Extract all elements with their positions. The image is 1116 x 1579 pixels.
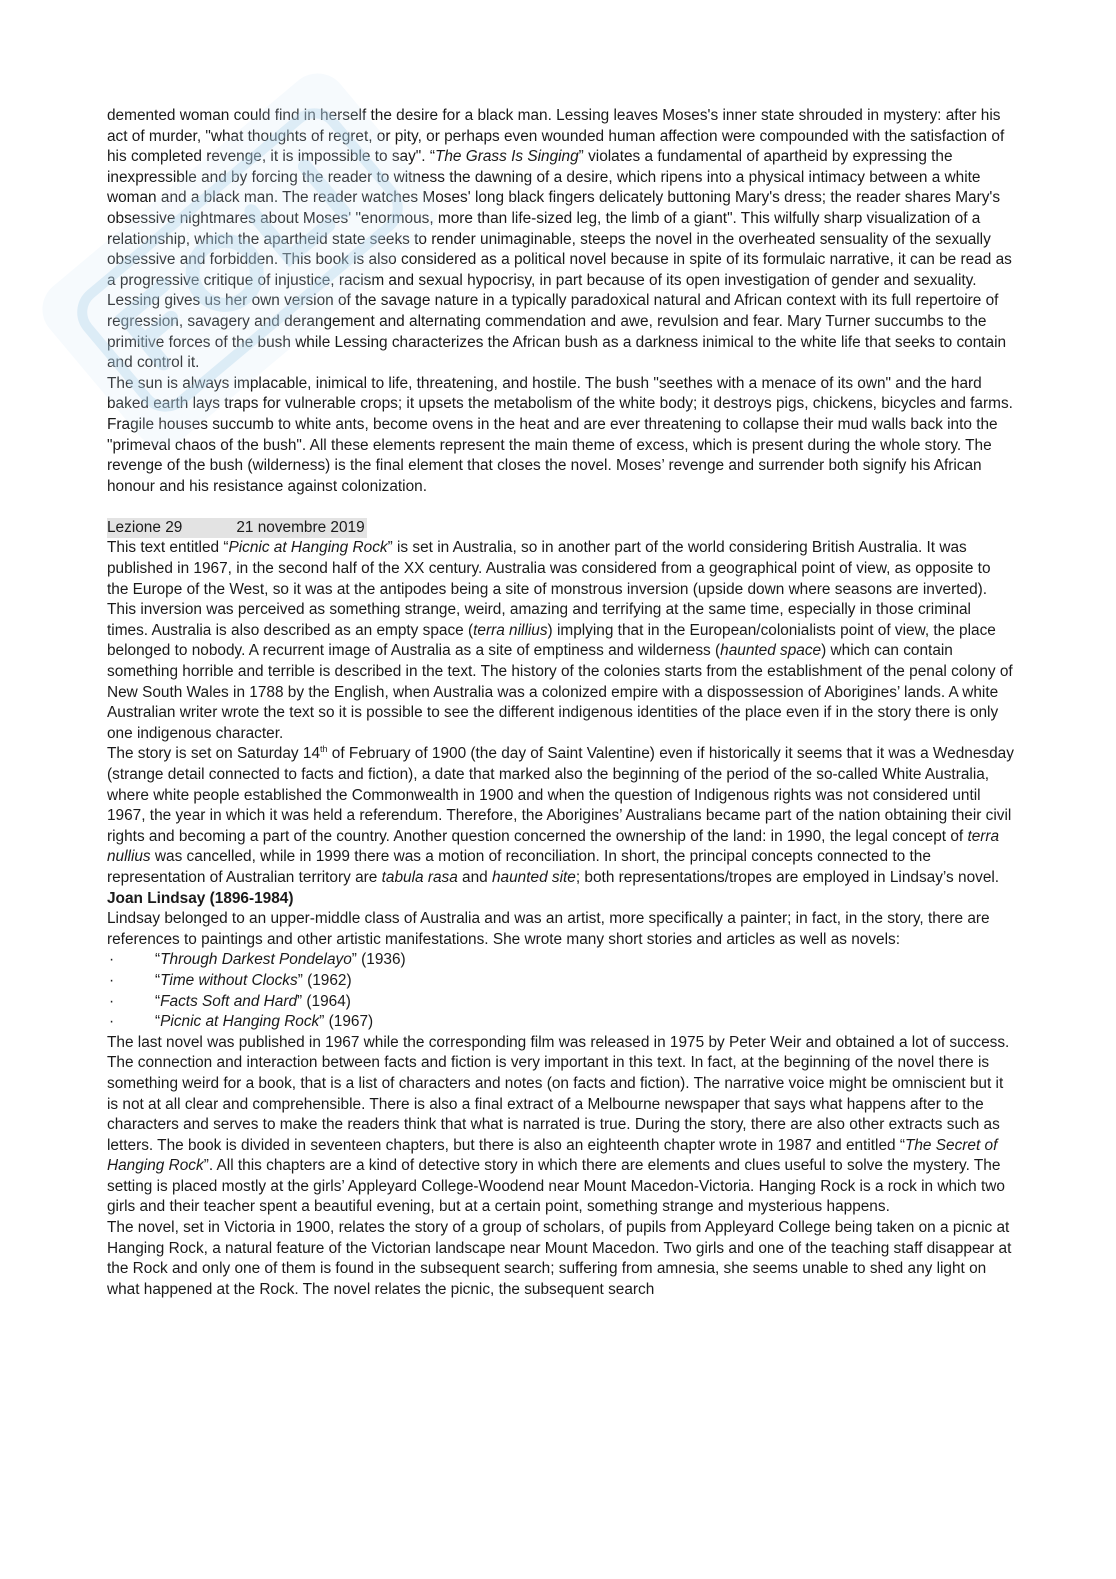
book-title: The Grass Is Singing <box>434 148 579 166</box>
paragraph-lindsay-bio: Lindsay belonged to an upper-middle class of Australia and was an artist, more specifically a painter; in fact, in the story, there are references to paintings and other artistic manifestations. She wrote many short stories and articles as well as novels: <box>107 910 990 948</box>
list-item: · “Picnic at Hanging Rock” (1967) <box>107 1012 1016 1033</box>
works-list <box>107 950 1016 1032</box>
list-item: · “Through Darkest Pondelayo” (1936) <box>107 950 1016 971</box>
paragraph-novel-summary: The novel, set in Victoria in 1900, relates the story of a group of scholars, of pupils from Appleyard College being taken on a picnic at Hanging Rock, a natural feature of the Victorian landscape near Mount Macedon. Two girls and one of the teaching staff disappear at the Rock and only one of them is found in the subsequent search; suffering from amnesia, she seems unable to shed any light on what happened at the Rock. The novel relates the picnic, the subsequent search <box>107 1219 1012 1298</box>
paragraph-savage-nature: Lessing gives us her own version of the savage nature in a typically paradoxical natural and African context with its full repertoire of regression, savagery and derangement and alternating commendation and awe, revulsion and fear. Mary Turner succumbs to the primitive forces of the bush while Lessing characterizes the African bush as a darkness inimical to the white life that seeks to contain and control it. <box>107 292 1007 372</box>
paragraph-story-setting: The story is set on Saturday 14th of February of 1900 (the day of Saint Valentine) even if historically it seems that it was a Wednesday (strange detail connected to facts and fiction), a date that marked also the beginning of the period of the so-called White Australia, where white people established the Commonwealth in 1900 and when the question of Indigenous rights was not considered until 1967, the year in which it was held a referendum. Therefore, the Aborigines’ Australians became part of the nation obtaining their civil rights and becoming a part of the country. Another question concerned the ownership of the land: in 1990, the legal concept of terra nullius was cancelled, while in 1999 there was a motion of reconciliation. In short, the principal concepts connected to the representation of Australian territory are tabula rasa and haunted site; both representations/tropes are employed in Lindsay’s novel. <box>107 744 1014 886</box>
paragraph-film: The last novel was published in 1967 while the corresponding film was released in 1975 by Peter Weir and obtained a lot of success. <box>107 1033 1010 1051</box>
paragraph-the-sun: The sun is always implacable, inimical to life, threatening, and hostile. The bush "seethes with a menace of its own" and the hard baked earth lays traps for vulnerable crops; it upsets the metabolism of the white body; it destroys pigs, chickens, bicycles and farms. Fragile houses succumb to white ants, become ovens in the heat and are ever threatening to collapse their mud walls back into the "primeval chaos of the bush". All these elements represent the main theme of excess, which is present during the whole story. The revenge of the bush (wilderness) is the final element that closes the novel. Moses’ revenge and surrender both signify his African honour and his resistance against colonization. <box>107 374 1013 495</box>
bullet-icon: · <box>109 1013 115 1031</box>
lesson-date: 21 novembre 2019 <box>236 518 365 536</box>
lesson-header <box>107 518 1016 539</box>
lesson-label: Lezione 29 <box>107 518 183 536</box>
bullet-icon: · <box>109 971 115 989</box>
list-item: · “Time without Clocks” (1962) <box>107 971 1016 992</box>
paragraph-grass-singing: demented woman could find in herself the desire for a black man. Lessing leaves Moses's inner state shrouded in mystery: after his act of murder, "what thoughts of regret, or pity, or perhaps even wounded human affection were compounded with the satisfaction of his completed revenge, it is impossible to say". “The Grass Is Singing” violates a fundamental of apartheid by expressing the inexpressible and by forcing the reader to witness the dawning of a desire, which ripens into a physical intimacy between a white woman and a black man. The reader watches Moses' long black fingers delicately buttoning Mary's dress; the reader shares Mary's obsessive nightmares about Moses' "enormous, more than life-sized leg, the limb of a giant". This wilfully sharp visualization of a relationship, which the apartheid state seeks to render unimaginable, steeps the novel in the overheated sensuality of the sexually obsessive and forbidden. This book is also considered as a political novel because in spite of its formulaic narrative, it can be read as a progressive critique of injustice, racism and sexual hypocrisy, in part because of its open investigation of gender and sexuality. <box>107 107 1012 289</box>
bullet-icon: · <box>109 992 115 1010</box>
list-item: · “Facts Soft and Hard” (1964) <box>107 992 1016 1013</box>
paragraph-picnic-intro: This text entitled “Picnic at Hanging Rock” is set in Australia, so in another part of the world considering British Australia. It was published in 1967, in the second half of the XX century. Australia was considered from a geographical point of view, as opposite to the Europe of the West, so it was at the antipodes being a site of monstrous inversion (upside down where seasons are inverted). This inversion was perceived as something strange, weird, amazing and terrifying at the same time, especially in those criminal times. Australia is also described as an empty space (terra nillius) implying that in the European/colonialists point of view, the place belonged to nobody. A recurrent image of Australia as a site of emptiness and wilderness (haunted space) which can contain something horrible and terrible is described in the text. The history of the colonies starts from the establishment of the penal colony of New South Wales in 1788 by the English, when Australia was a colonized empire with a dispossession of Aborigines’ lands. A white Australian writer wrote the text so it is possible to see the different indigenous identities of the place even if in the story there is only one indigenous character. <box>107 539 1013 742</box>
paragraph-facts-fiction: The connection and interaction between facts and fiction is very important in this text. In fact, at the beginning of the novel there is something weird for a book, that is a list of characters and notes (on facts and fiction). The narrative voice might be omniscient but it is not at all clear and comprehensible. There is also a final extract of a Melbourne newspaper that says what happens after to the characters and serves to make the readers think that what is narrated is true. During the story, there are also other extracts such as letters. The book is divided in seventeen chapters, but there is also an eighteenth chapter wrote in 1987 and entitled “The Secret of Hanging Rock”. All this chapters are a kind of detective story in which there are elements and clues useful to solve the mystery. The setting is placed mostly at the girls’ Appleyard College-Woodend near Mount Macedon-Victoria. Hanging Rock is a rock in which two girls and their teacher spent a beautiful evening, but at a certain point, something strange and mysterious happens. <box>107 1054 1005 1216</box>
section-heading: Joan Lindsay (1896-1984) <box>107 889 294 907</box>
spacer <box>107 497 1016 518</box>
bullet-icon: · <box>109 951 115 969</box>
